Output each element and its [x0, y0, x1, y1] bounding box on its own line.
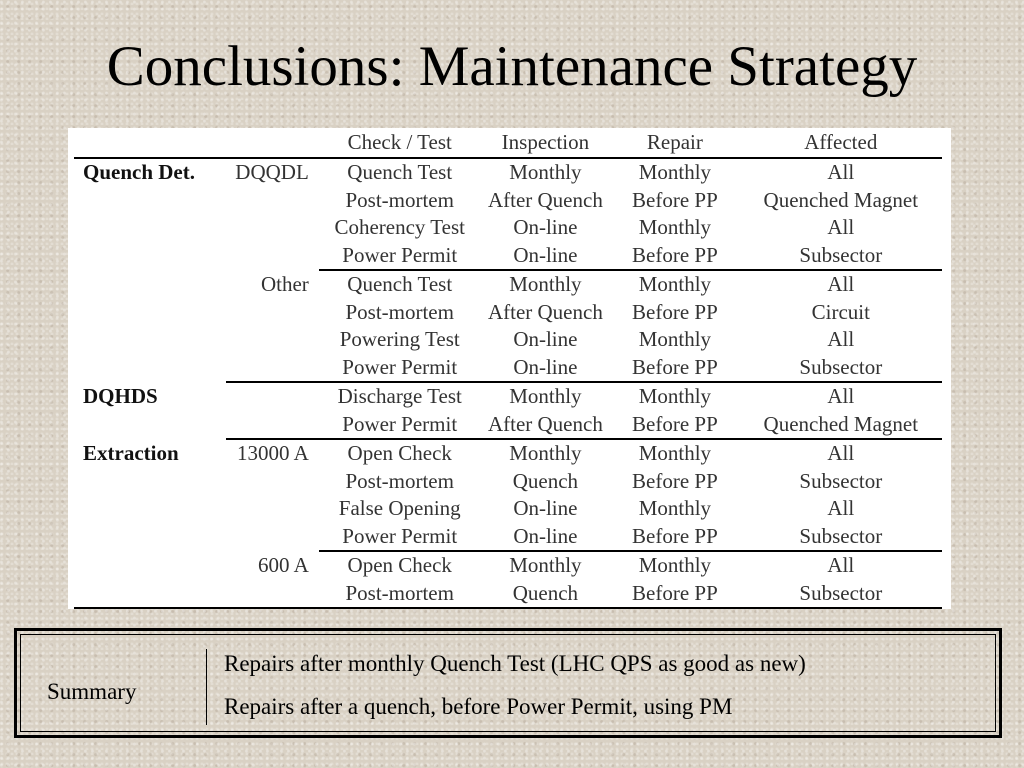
maintenance-table-panel [68, 128, 951, 609]
table-row [74, 495, 942, 523]
table-row [74, 439, 942, 468]
table-cell: Before PP [632, 187, 718, 212]
header-inspection: Inspection [481, 128, 610, 158]
table-cell [74, 270, 226, 299]
table-cell [226, 326, 319, 354]
table-row [74, 242, 942, 271]
table-cell: 600 A [258, 552, 309, 577]
table-row [74, 158, 942, 187]
table-cell [74, 214, 226, 242]
table-row [74, 551, 942, 580]
table-cell: DQQDL [235, 160, 309, 185]
table-cell: On-line [513, 354, 578, 379]
table-cell: On-line [513, 327, 578, 352]
table-cell: Subsector [799, 242, 883, 267]
table-cell [226, 354, 319, 383]
table-cell: Extraction [83, 440, 179, 465]
table-cell: Powering Test [339, 327, 460, 352]
table-cell: Before PP [632, 242, 718, 267]
table-cell [74, 495, 226, 523]
table-cell: Quench [512, 468, 579, 493]
table-cell: Post-mortem [319, 580, 481, 609]
table-cell [226, 495, 319, 523]
table-cell: Power Permit [342, 242, 458, 267]
table-row [74, 580, 942, 609]
table-row [74, 299, 942, 327]
table-cell: Monthly [481, 439, 610, 468]
table-row [74, 326, 942, 354]
table-cell [226, 299, 319, 327]
table-cell: Open Check [319, 551, 481, 580]
table-cell: Before PP [632, 354, 718, 379]
table-cell [74, 551, 226, 580]
table-cell: DQHDS [83, 383, 158, 408]
summary-box [14, 628, 1002, 738]
table-cell [226, 382, 319, 411]
table-cell: Post-mortem [345, 468, 454, 493]
table-cell: Subsector [740, 580, 942, 609]
table-cell: All [740, 270, 942, 299]
table-cell: Monthly [610, 270, 739, 299]
table-cell: Monthly [638, 215, 712, 240]
table-cell [74, 411, 226, 440]
table-row [74, 187, 942, 215]
header-check-test: Check / Test [319, 128, 481, 158]
table-cell [226, 580, 319, 609]
table-cell [226, 411, 319, 440]
maintenance-table [74, 128, 942, 609]
table-cell: Open Check [319, 439, 481, 468]
table-cell [226, 242, 319, 271]
table-cell: Power Permit [342, 523, 458, 548]
header-affected: Affected [740, 128, 942, 158]
table-cell: On-line [513, 523, 578, 548]
table-cell: Before PP [632, 411, 718, 436]
table-cell: All [740, 551, 942, 580]
table-cell: On-line [513, 242, 578, 267]
table-cell: After Quench [487, 187, 603, 212]
table-cell: Quench Test [347, 160, 453, 185]
table-cell: All [827, 215, 855, 240]
table-row [74, 523, 942, 552]
table-cell [74, 299, 226, 327]
table-cell: Monthly [638, 160, 712, 185]
table-cell: All [740, 382, 942, 411]
table-cell: After Quench [487, 411, 603, 436]
table-cell [74, 187, 226, 215]
summary-line: Repairs after monthly Quench Test (LHC QPS as good as new) [224, 651, 806, 676]
table-cell: Before PP [632, 299, 718, 324]
table-cell: Coherency Test [334, 215, 465, 240]
table-cell [226, 468, 319, 496]
table-cell: Quenched Magnet [763, 411, 919, 436]
table-cell: On-line [513, 215, 578, 240]
table-cell: False Opening [338, 496, 461, 521]
table-cell: Monthly [610, 439, 739, 468]
table-row [74, 354, 942, 383]
table-cell: Monthly [610, 551, 739, 580]
table-cell: All [827, 496, 855, 521]
table-cell: Before PP [632, 523, 718, 548]
table-cell: Subsector [799, 523, 883, 548]
table-cell: Post-mortem [345, 187, 454, 212]
table-cell: Monthly [610, 382, 739, 411]
table-cell: Discharge Test [319, 382, 481, 411]
table-cell: Subsector [799, 354, 883, 379]
table-cell: On-line [513, 496, 578, 521]
slide-title: Conclusions: Maintenance Strategy [106, 35, 918, 98]
summary-line: Repairs after a quench, before Power Permit, using PM [224, 694, 733, 719]
table-cell: Monthly [638, 496, 712, 521]
table-cell: Power Permit [342, 354, 458, 379]
table-row [74, 382, 942, 411]
table-cell: Quenched Magnet [763, 187, 919, 212]
table-row [74, 270, 942, 299]
table-cell [226, 187, 319, 215]
table-cell [74, 523, 226, 552]
table-cell: All [740, 439, 942, 468]
table-cell [226, 214, 319, 242]
summary-label: Summary [47, 679, 137, 704]
table-cell: Monthly [481, 270, 610, 299]
table-cell: Monthly [638, 327, 712, 352]
table-cell: Quench Test [319, 270, 481, 299]
table-cell [74, 326, 226, 354]
table-cell: Other [260, 271, 309, 296]
table-cell: Subsector [799, 468, 883, 493]
table-cell [74, 580, 226, 609]
table-cell: 13000 A [226, 439, 319, 468]
summary-divider [206, 649, 207, 725]
table-cell: After Quench [487, 299, 603, 324]
table-cell: All [827, 327, 855, 352]
table-cell: Quench [481, 580, 610, 609]
header-cell [74, 128, 226, 158]
table-cell: Quench Det. [83, 160, 195, 185]
table-cell: Circuit [811, 299, 870, 324]
table-row [74, 468, 942, 496]
table-row [74, 214, 942, 242]
table-cell [74, 354, 226, 383]
table-cell: Post-mortem [345, 299, 454, 324]
table-cell: Before PP [610, 580, 739, 609]
header-cell [226, 128, 319, 158]
table-cell: All [827, 160, 855, 185]
table-header-row [74, 128, 942, 158]
table-cell [74, 468, 226, 496]
table-row [74, 411, 942, 440]
table-cell [74, 242, 226, 271]
table-cell: Monthly [481, 382, 610, 411]
table-cell [226, 523, 319, 552]
table-cell: Before PP [632, 468, 718, 493]
table-cell: Power Permit [342, 411, 458, 436]
table-cell: Monthly [481, 551, 610, 580]
table-cell: Monthly [509, 160, 582, 185]
header-repair: Repair [610, 128, 739, 158]
